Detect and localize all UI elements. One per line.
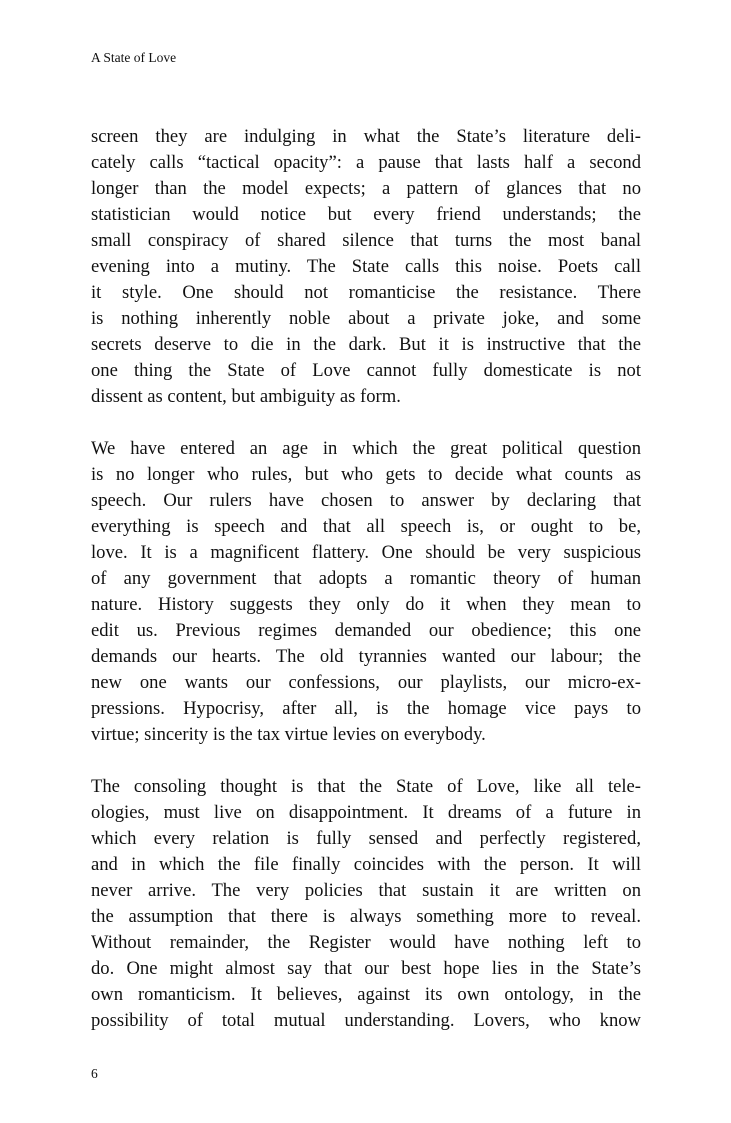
text-line: the assumption that there is always something more to reveal. [91, 906, 641, 927]
body-text [91, 124, 641, 1060]
page-number: 6 [91, 1066, 98, 1081]
text-line: it style. One should not romanticise the resistance. There [91, 282, 641, 303]
text-line: dissent as content, but ambiguity as form. [91, 386, 401, 407]
text-line: never arrive. The very policies that sustain it are written on [91, 880, 641, 901]
paragraph-2 [91, 436, 641, 748]
text-line: do. One might almost say that our best hope lies in the State’s [91, 958, 641, 979]
text-line: statistician would notice but every friend understands; the [91, 204, 641, 225]
text-line: possibility of total mutual understanding. Lovers, who know [91, 1010, 641, 1031]
text-line: evening into a mutiny. The State calls this noise. Poets call [91, 256, 641, 277]
paragraph-3 [91, 774, 641, 1034]
text-line: secrets deserve to die in the dark. But it is instructive that the [91, 334, 641, 355]
text-line: edit us. Previous regimes demanded our obedience; this one [91, 620, 641, 641]
text-line: new one wants our confessions, our playlists, our micro-ex- [91, 672, 641, 693]
text-line: is no longer who rules, but who gets to decide what counts as [91, 464, 641, 485]
text-line: everything is speech and that all speech is, or ought to be, [91, 516, 641, 537]
text-line: demands our hearts. The old tyrannies wanted our labour; the [91, 646, 641, 667]
text-line: virtue; sincerity is the tax virtue levies on everybody. [91, 724, 486, 745]
text-line: ologies, must live on disappointment. It dreams of a future in [91, 802, 641, 823]
text-line: We have entered an age in which the great political question [91, 438, 641, 459]
text-line: one thing the State of Love cannot fully domesticate is not [91, 360, 641, 381]
text-line: which every relation is fully sensed and perfectly registered, [91, 828, 641, 849]
text-line: Without remainder, the Register would have nothing left to [91, 932, 641, 953]
running-head: A State of Love [91, 50, 177, 65]
text-line: and in which the file finally coincides with the person. It will [91, 854, 641, 875]
text-line: pressions. Hypocrisy, after all, is the homage vice pays to [91, 698, 641, 719]
text-line: cately calls “tactical opacity”: a pause that lasts half a second [91, 152, 641, 173]
text-line: speech. Our rulers have chosen to answer by declaring that [91, 490, 641, 511]
text-line: screen they are indulging in what the State’s literature deli- [91, 126, 641, 147]
text-line: love. It is a magnificent flattery. One should be very suspicious [91, 542, 641, 563]
paragraph-1 [91, 124, 641, 410]
text-line: of any government that adopts a romantic theory of human [91, 568, 641, 589]
text-line: The consoling thought is that the State of Love, like all tele- [91, 776, 641, 797]
text-line: nature. History suggests they only do it when they mean to [91, 594, 641, 615]
text-line: small conspiracy of shared silence that turns the most banal [91, 230, 641, 251]
text-line: longer than the model expects; a pattern of glances that no [91, 178, 641, 199]
text-line: own romanticism. It believes, against its own ontology, in the [91, 984, 641, 1005]
text-line: is nothing inherently noble about a private joke, and some [91, 308, 641, 329]
